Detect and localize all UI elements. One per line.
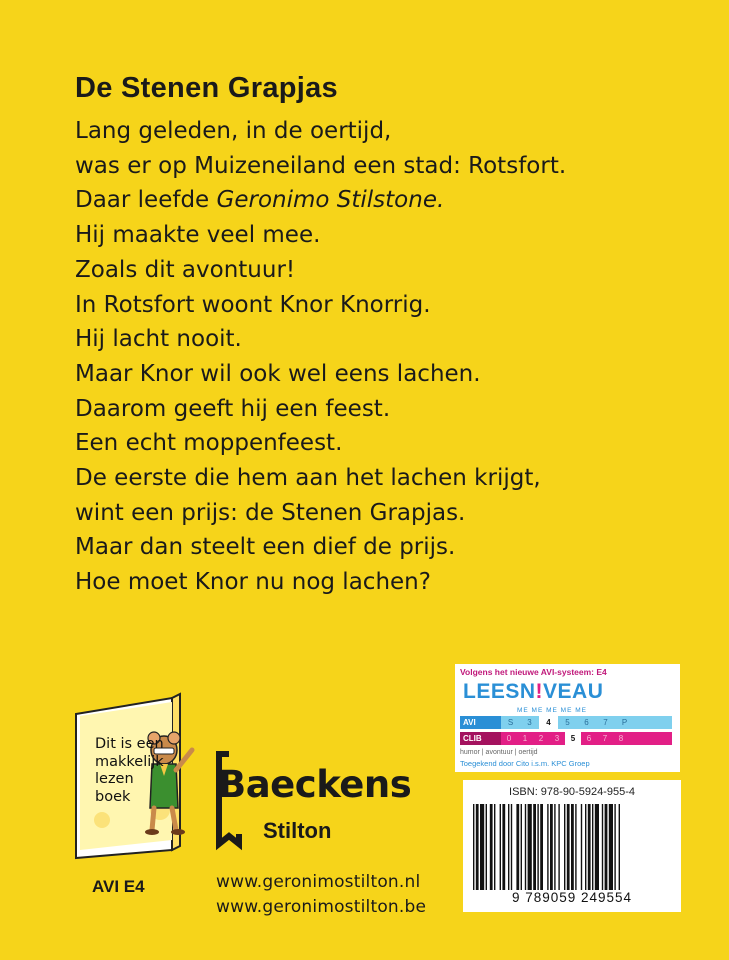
website-link-nl[interactable]: www.geronimostilton.nl <box>216 872 421 892</box>
logo-part: VEAU <box>543 680 604 703</box>
blurb-line: wint een prijs: de Stenen Grapjas. <box>75 499 466 526</box>
me-labels: ME ME ME ME ME <box>517 707 587 714</box>
publisher-name: Baeckens <box>218 763 412 806</box>
isbn-label: ISBN: 978-90-5924-955-4 <box>509 786 635 798</box>
publisher-imprint: Stilton <box>263 818 332 843</box>
clib-cell: 0 <box>506 734 512 743</box>
clib-scale-row <box>460 732 672 745</box>
avi-cell: S <box>507 718 514 727</box>
isbn-digits: 9 789059 249554 <box>511 890 633 905</box>
clib-cell: 3 <box>554 734 560 743</box>
blurb-line: Hoe moet Knor nu nog lachen? <box>75 569 431 596</box>
barcode-icon <box>473 804 671 890</box>
avi-cell: P <box>621 718 628 727</box>
avi-scale-row <box>460 716 672 729</box>
blurb-line: Maar Knor wil ook wel eens lachen. <box>75 360 481 387</box>
blurb-line: De eerste die hem aan het lachen krijgt, <box>75 465 541 492</box>
blurb-line: Een echt moppenfeest. <box>75 430 343 457</box>
blurb-line: Zoals dit avontuur! <box>75 256 296 283</box>
book-title: De Stenen Grapjas <box>75 72 338 104</box>
avi-level-label: AVI E4 <box>92 877 145 896</box>
website-link-be[interactable]: www.geronimostilton.be <box>216 897 427 917</box>
book-badge-line: boek <box>95 788 131 805</box>
blurb-line: In Rotsfort woont Knor Knorrig. <box>75 291 431 318</box>
blurb-line: Maar dan steelt een dief de prijs. <box>75 534 456 561</box>
blurb-line: Hij lacht nooit. <box>75 326 242 353</box>
website-links <box>216 870 426 920</box>
blurb-line: Lang geleden, in de oertijd, <box>75 118 392 144</box>
blurb-text <box>75 114 715 600</box>
avi-cell: 7 <box>603 718 608 727</box>
logo-part: N <box>519 680 536 703</box>
book-badge-line: makkelijk <box>95 753 164 770</box>
lees-niveau-logo <box>463 680 603 704</box>
blurb-line: Daarom geeft hij een feest. <box>75 395 391 422</box>
clib-cell: 7 <box>602 734 608 743</box>
avi-cell: 5 <box>565 718 570 727</box>
avi-row-label: AVI <box>460 716 501 729</box>
avi-cell-active: 4 <box>539 716 558 729</box>
book-badge-line: lezen <box>95 771 134 787</box>
book-badge-text <box>95 736 185 806</box>
clib-cell: 6 <box>586 734 592 743</box>
avi-cell: 6 <box>584 718 589 727</box>
avi-cell: 3 <box>527 718 532 727</box>
blurb-line: Hij maakte veel mee. <box>75 222 321 249</box>
character-name: Geronimo Stilstone. <box>216 187 445 214</box>
logo-part: LEES <box>463 680 520 703</box>
blurb-line: was er op Muizeneiland een stad: Rotsfort. <box>75 152 567 179</box>
avi-system-header: Volgens het nieuwe AVI-systeem: E4 <box>460 667 607 677</box>
logo-part: ! <box>535 680 544 703</box>
clib-cell: 2 <box>538 734 544 743</box>
clib-cell: 1 <box>522 734 528 743</box>
blurb-text-segment: Daar leefde <box>75 187 217 214</box>
clib-cell-active: 5 <box>565 732 581 745</box>
clib-row-label: CLIB <box>460 732 501 745</box>
book-badge-line: Dit is een <box>95 736 164 752</box>
clib-cell: 8 <box>618 734 624 743</box>
genre-tags: humor | avontuur | oertijd <box>460 749 538 756</box>
reading-level-card <box>455 664 680 772</box>
avi-credit: Toegekend door Cito i.s.m. KPC Groep <box>460 759 590 768</box>
blurb-line <box>75 183 715 218</box>
isbn-barcode-card <box>463 780 681 912</box>
